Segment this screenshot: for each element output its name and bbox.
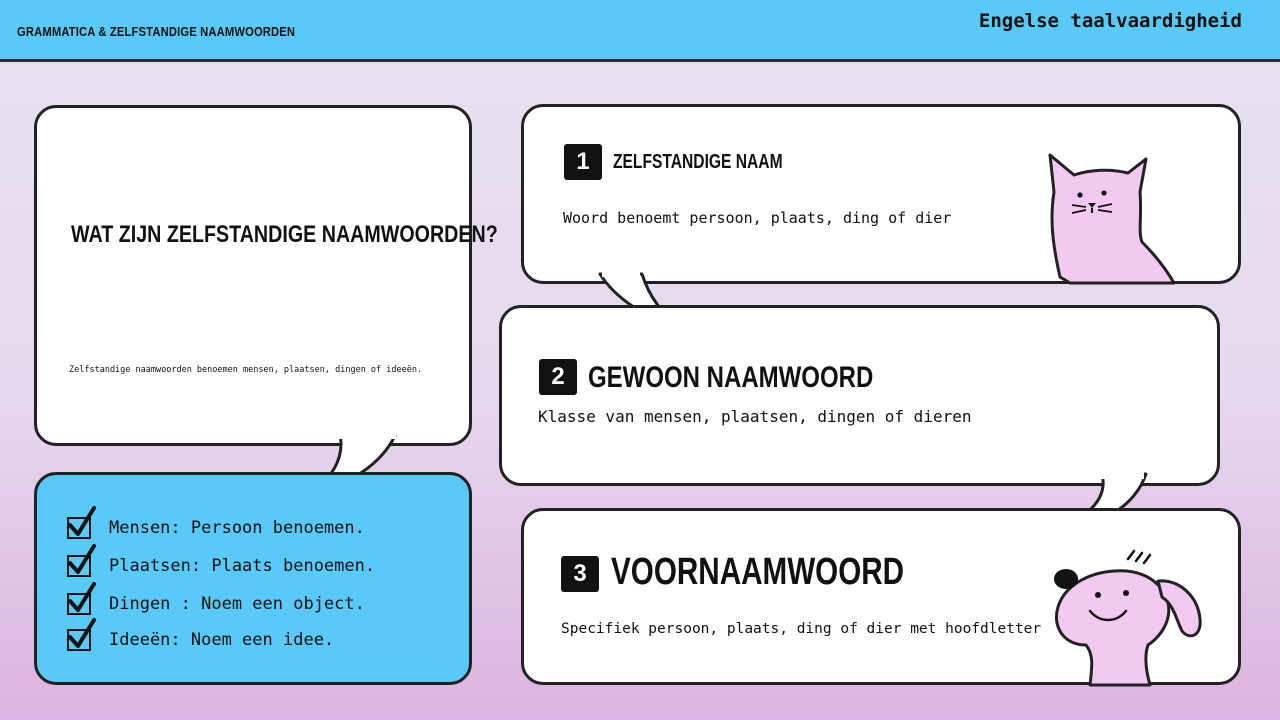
section-number-badge: 1 <box>564 144 602 180</box>
section-card-1 <box>521 104 1241 284</box>
checklist-item[interactable] <box>67 629 334 651</box>
lesson-title: GRAMMATICA & ZELFSTANDIGE NAAMWOORDEN <box>17 24 296 39</box>
intro-heading: WAT ZIJN ZELFSTANDIGE NAAMWOORDEN? <box>71 221 498 248</box>
intro-body: Zelfstandige naamwoorden benoemen mensen, plaatsen, dingen of ideeën. <box>69 365 423 375</box>
section-number-badge: 3 <box>561 556 599 592</box>
dog-illustration <box>1050 549 1220 687</box>
section-body: Woord benoemt persoon, plaats, ding of dier <box>563 209 952 227</box>
section-title: GEWOON NAAMWOORD <box>588 361 874 394</box>
section-number-badge: 2 <box>539 359 577 395</box>
checklist-label: Plaatsen: Plaats benoemen. <box>109 556 376 576</box>
checkbox-checked-icon[interactable] <box>67 555 91 577</box>
checkbox-checked-icon[interactable] <box>67 593 91 615</box>
section-body: Specifiek persoon, plaats, ding of dier met hoofdletter <box>561 621 1042 637</box>
checkbox-checked-icon[interactable] <box>67 629 91 651</box>
section-title: VOORNAAMWOORD <box>611 551 905 593</box>
intro-card <box>34 105 498 446</box>
section-card-2 <box>499 305 1220 486</box>
checklist-item[interactable] <box>67 517 365 539</box>
course-title: Engelse taalvaardigheid <box>978 10 1242 32</box>
checklist-label: Ideeën: Noem een idee. <box>109 630 335 650</box>
checklist-card <box>34 472 472 685</box>
section-body: Klasse van mensen, plaatsen, dingen of dieren <box>538 407 972 426</box>
top-banner <box>0 0 1280 62</box>
checklist-item[interactable] <box>67 555 375 577</box>
checklist-label: Dingen : Noem een object. <box>109 594 365 614</box>
checkbox-checked-icon[interactable] <box>67 517 91 539</box>
section-card-3 <box>521 508 1241 685</box>
checklist-item[interactable] <box>67 593 365 615</box>
checklist-label: Mensen: Persoon benoemen. <box>109 518 365 538</box>
cat-illustration <box>1042 147 1182 287</box>
section-title: ZELFSTANDIGE NAAM <box>613 151 783 173</box>
